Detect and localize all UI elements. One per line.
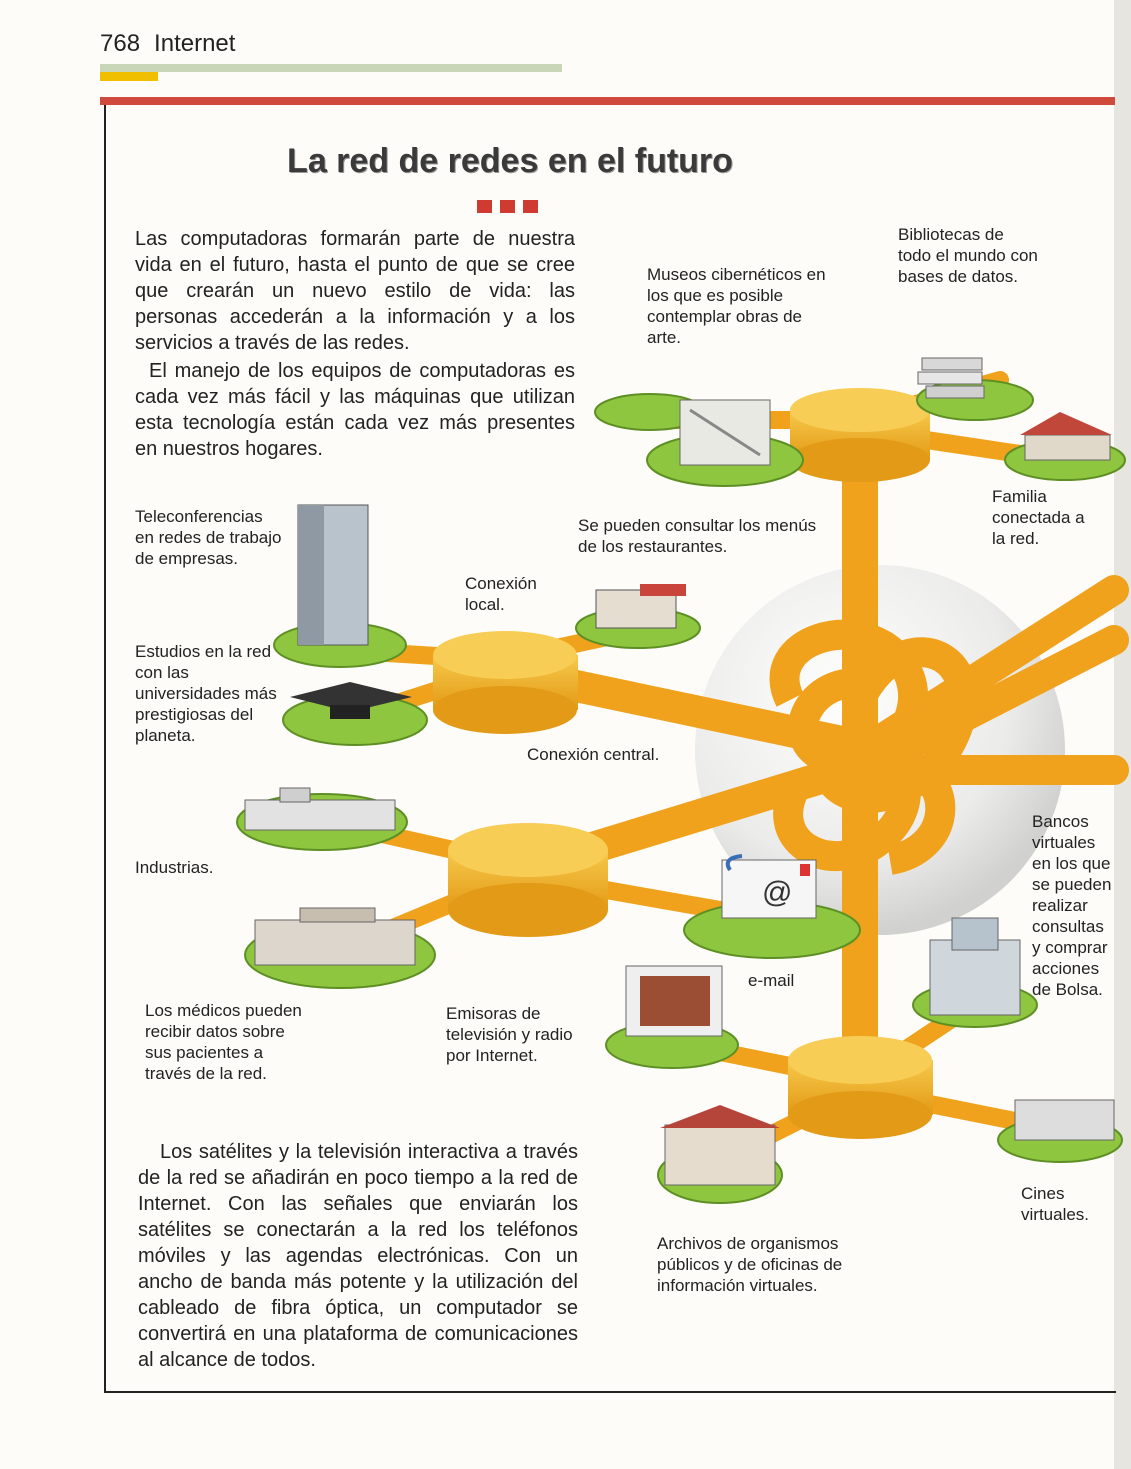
page-title: La red de redes en el futuro	[287, 142, 733, 180]
intro-paragraph-1: Las computadoras formarán parte de nuestra vida en el futuro, hasta el punto de que se cree que crearán un nuevo estilo de vida: las personas accederán a la información y a los servicios a través de las redes.	[135, 228, 575, 354]
archive-building	[665, 1125, 775, 1185]
caption-industrias: Industrias.	[135, 858, 214, 877]
caption-archivos: Archivos de organismos públicos y de oficinas de información virtuales.	[657, 1234, 843, 1295]
hub-industrial	[448, 823, 608, 937]
caption-bancos: Bancos virtuales en los que se pueden realizar consultas y comprar acciones de Bolsa.	[1032, 812, 1112, 999]
closing-paragraph: Los satélites y la televisión interactiva a través de la red se añadirán en poco tiempo a la red de Internet. Con las señales que enviarán los satélites se conectarán a la red los teléfonos móviles y las agendas electrónicas. Con un ancho de banda más potente y la utilización del cableado de fibra óptica, un computador se convertirá en una plataforma de comunicaciones al alcance de todos.	[138, 1141, 578, 1371]
books	[922, 358, 982, 370]
hospital	[255, 920, 415, 965]
hub-local	[433, 631, 578, 734]
caption-restaurantes: Se pueden consultar los menús de los restaurantes.	[578, 516, 817, 556]
section-name: Internet	[154, 30, 236, 57]
cinema	[1015, 1100, 1114, 1140]
caption-email: e-mail	[748, 971, 795, 990]
bank-building	[930, 940, 1020, 1015]
caption-emisoras: Emisoras de televisión y radio por Internet.	[446, 1004, 573, 1065]
caption-familia: Familia conectada a la red.	[992, 487, 1085, 548]
caption-museos: Museos cibernéticos en los que es posible contemplar obras de arte.	[647, 265, 826, 347]
page-number: 768	[100, 30, 141, 57]
hub-bottom	[788, 1036, 933, 1139]
at-sign: @	[762, 876, 793, 909]
caption-conexion-central: Conexión central.	[527, 745, 660, 764]
caption-medicos: Los médicos pueden recibir datos sobre sus pacientes a través de la red.	[145, 1001, 302, 1083]
caption-bibliotecas: Bibliotecas de todo el mundo con bases de datos.	[898, 225, 1038, 286]
caption-conexion-local: Conexión local.	[465, 574, 537, 614]
house	[1025, 435, 1110, 460]
caption-teleconferencias: Teleconferencias en redes de trabajo de empresas.	[135, 507, 282, 568]
caption-cines: Cines virtuales.	[1021, 1184, 1090, 1224]
factory	[245, 800, 395, 830]
caption-estudios: Estudios en la red con las universidades más prestigiosas del planeta.	[135, 642, 277, 745]
hub-top	[790, 388, 930, 482]
intro-paragraph-2: El manejo de los equipos de computadoras es cada vez más fácil y las máquinas que utilizan esta tecnología están cada vez más presentes en nuestros hogares.	[135, 360, 575, 460]
